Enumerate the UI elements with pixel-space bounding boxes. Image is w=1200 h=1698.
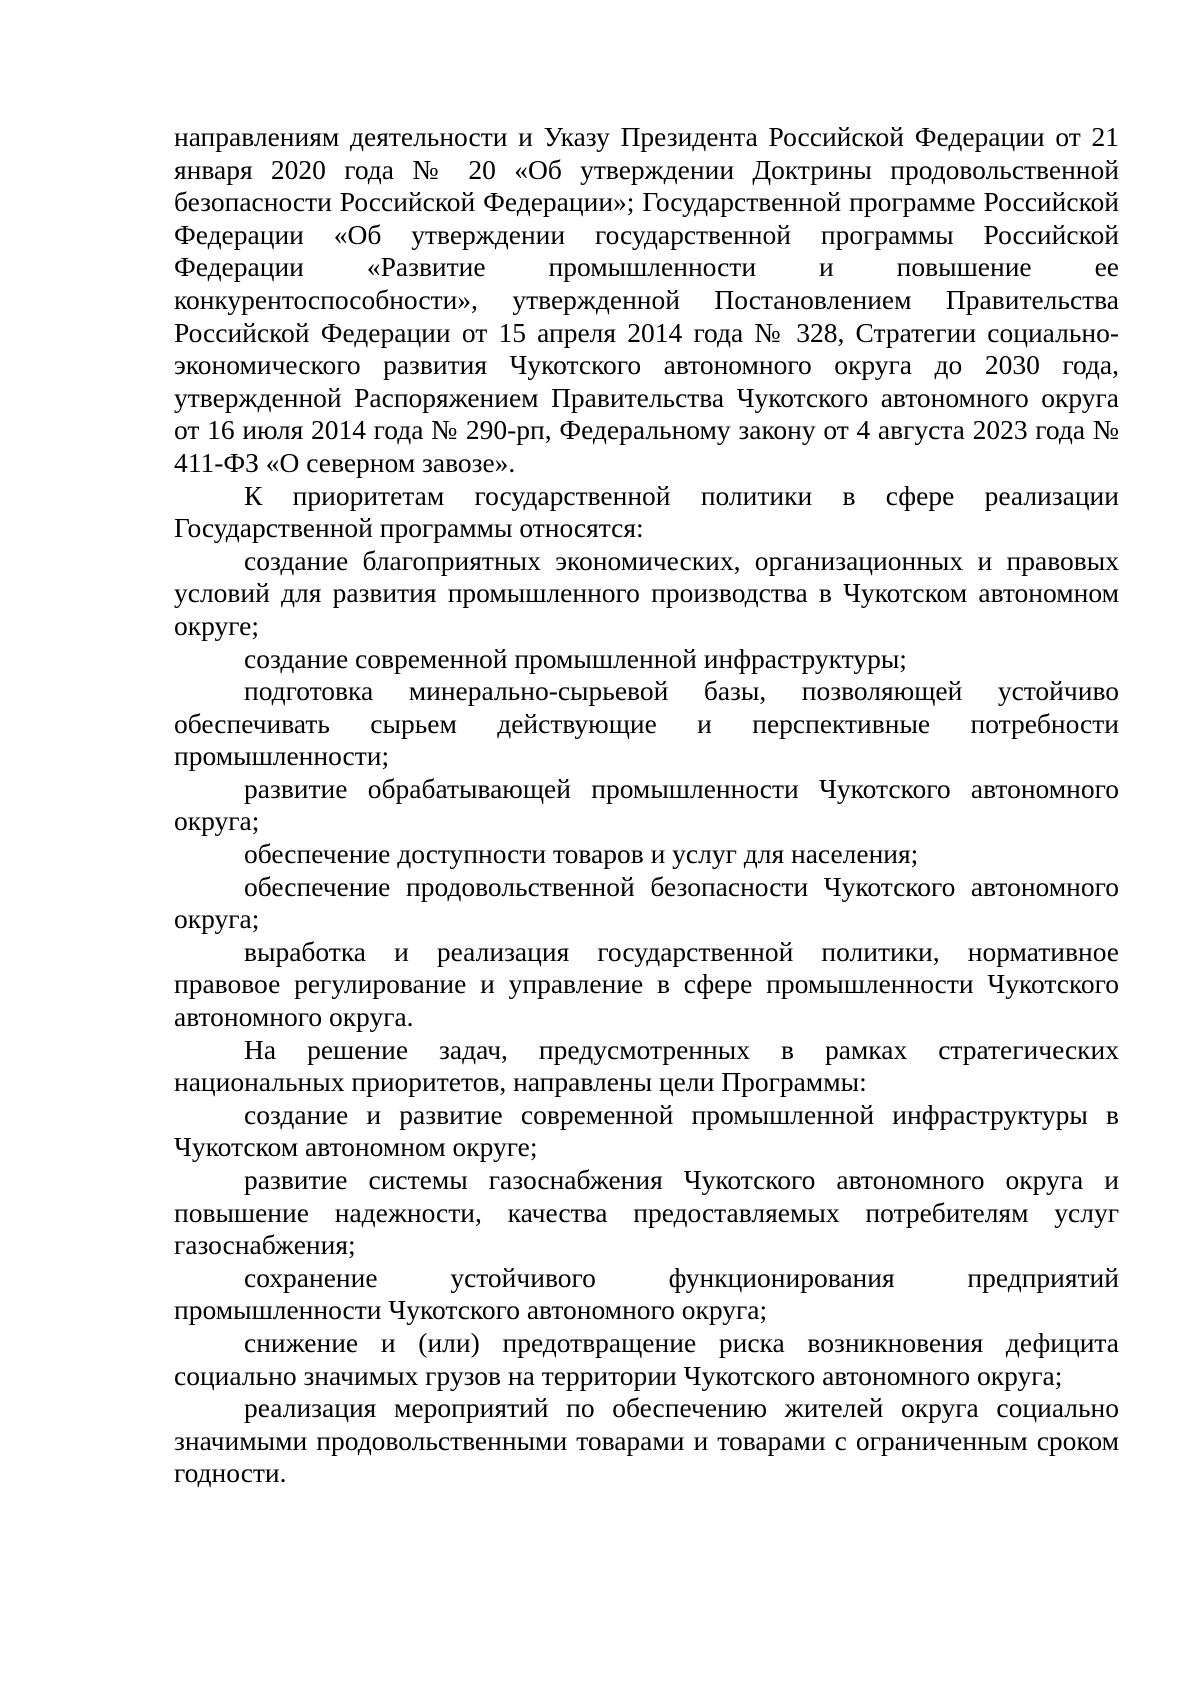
list-item-goal: снижение и (или) предотвращение риска возникновения дефицита социально значимых грузов на территории Чукотского автономного округа; [174, 1326, 1119, 1391]
list-item-priority: создание благоприятных экономических, организационных и правовых условий для развития промышленного производства в Чукотском автономном округе; [174, 544, 1119, 641]
list-item-priority: обеспечение продовольственной безопасности Чукотского автономного округа; [174, 870, 1119, 935]
list-item-goal: реализация мероприятий по обеспечению жителей округа социально значимыми продовольственными товарами и товарами с ограниченным сроком годности. [174, 1392, 1119, 1489]
list-item-priority: выработка и реализация государственной политики, нормативное правовое регулирование и управление в сфере промышленности Чукотского автономного округа. [174, 935, 1119, 1033]
list-item-priority: обеспечение доступности товаров и услуг для населения; [244, 838, 919, 870]
list-item-goal: сохранение устойчивого функционирования предприятий промышленности Чукотского автономного округа; [174, 1261, 1119, 1326]
list-item-priority: подготовка минерально-сырьевой базы, позволяющей устойчиво обеспечивать сырьем действующие и перспективные потребности промышленности; [174, 675, 1119, 772]
document-body [174, 121, 1119, 1490]
paragraph-goals-intro: На решение задач, предусмотренных в рамках стратегических национальных приоритетов, направлены цели Программы: [174, 1033, 1119, 1098]
list-item-goal: создание и развитие современной промышленной инфраструктуры в Чукотском автономном округе; [174, 1098, 1119, 1163]
list-item-priority: развитие обрабатывающей промышленности Чукотского автономного округа; [174, 772, 1119, 837]
paragraph-continuation: направлениям деятельности и Указу Президента Российской Федерации от 21 января 2020 года № 20 «Об утверждении Доктрины продовольственной безопасности Российской Федерации»; Государственной программе Российской Федерации «Об утверждении государственной программы Российской Федерации «Развитие промышленности и повышение ее конкурентоспособности», утвержденной Постановлением Правительства Российской Федерации от 15 апреля 2014 года № 328, Стратегии социально-экономического развития Чукотского автономного округа до 2030 года, утвержденной Распоряжением Правительства Чукотского автономного округа от 16 июля 2014 года № 290-рп, Федеральному закону от 4 августа 2023 года № 411-ФЗ «О северном завозе». [174, 121, 1119, 478]
paragraph-priorities-intro: К приоритетам государственной политики в сфере реализации Государственной программы относятся: [174, 479, 1119, 544]
list-item-priority: создание современной промышленной инфраструктуры; [244, 642, 907, 674]
list-item-goal: развитие системы газоснабжения Чукотского автономного округа и повышение надежности, качества предоставляемых потребителям услуг газоснабжения; [174, 1164, 1119, 1261]
